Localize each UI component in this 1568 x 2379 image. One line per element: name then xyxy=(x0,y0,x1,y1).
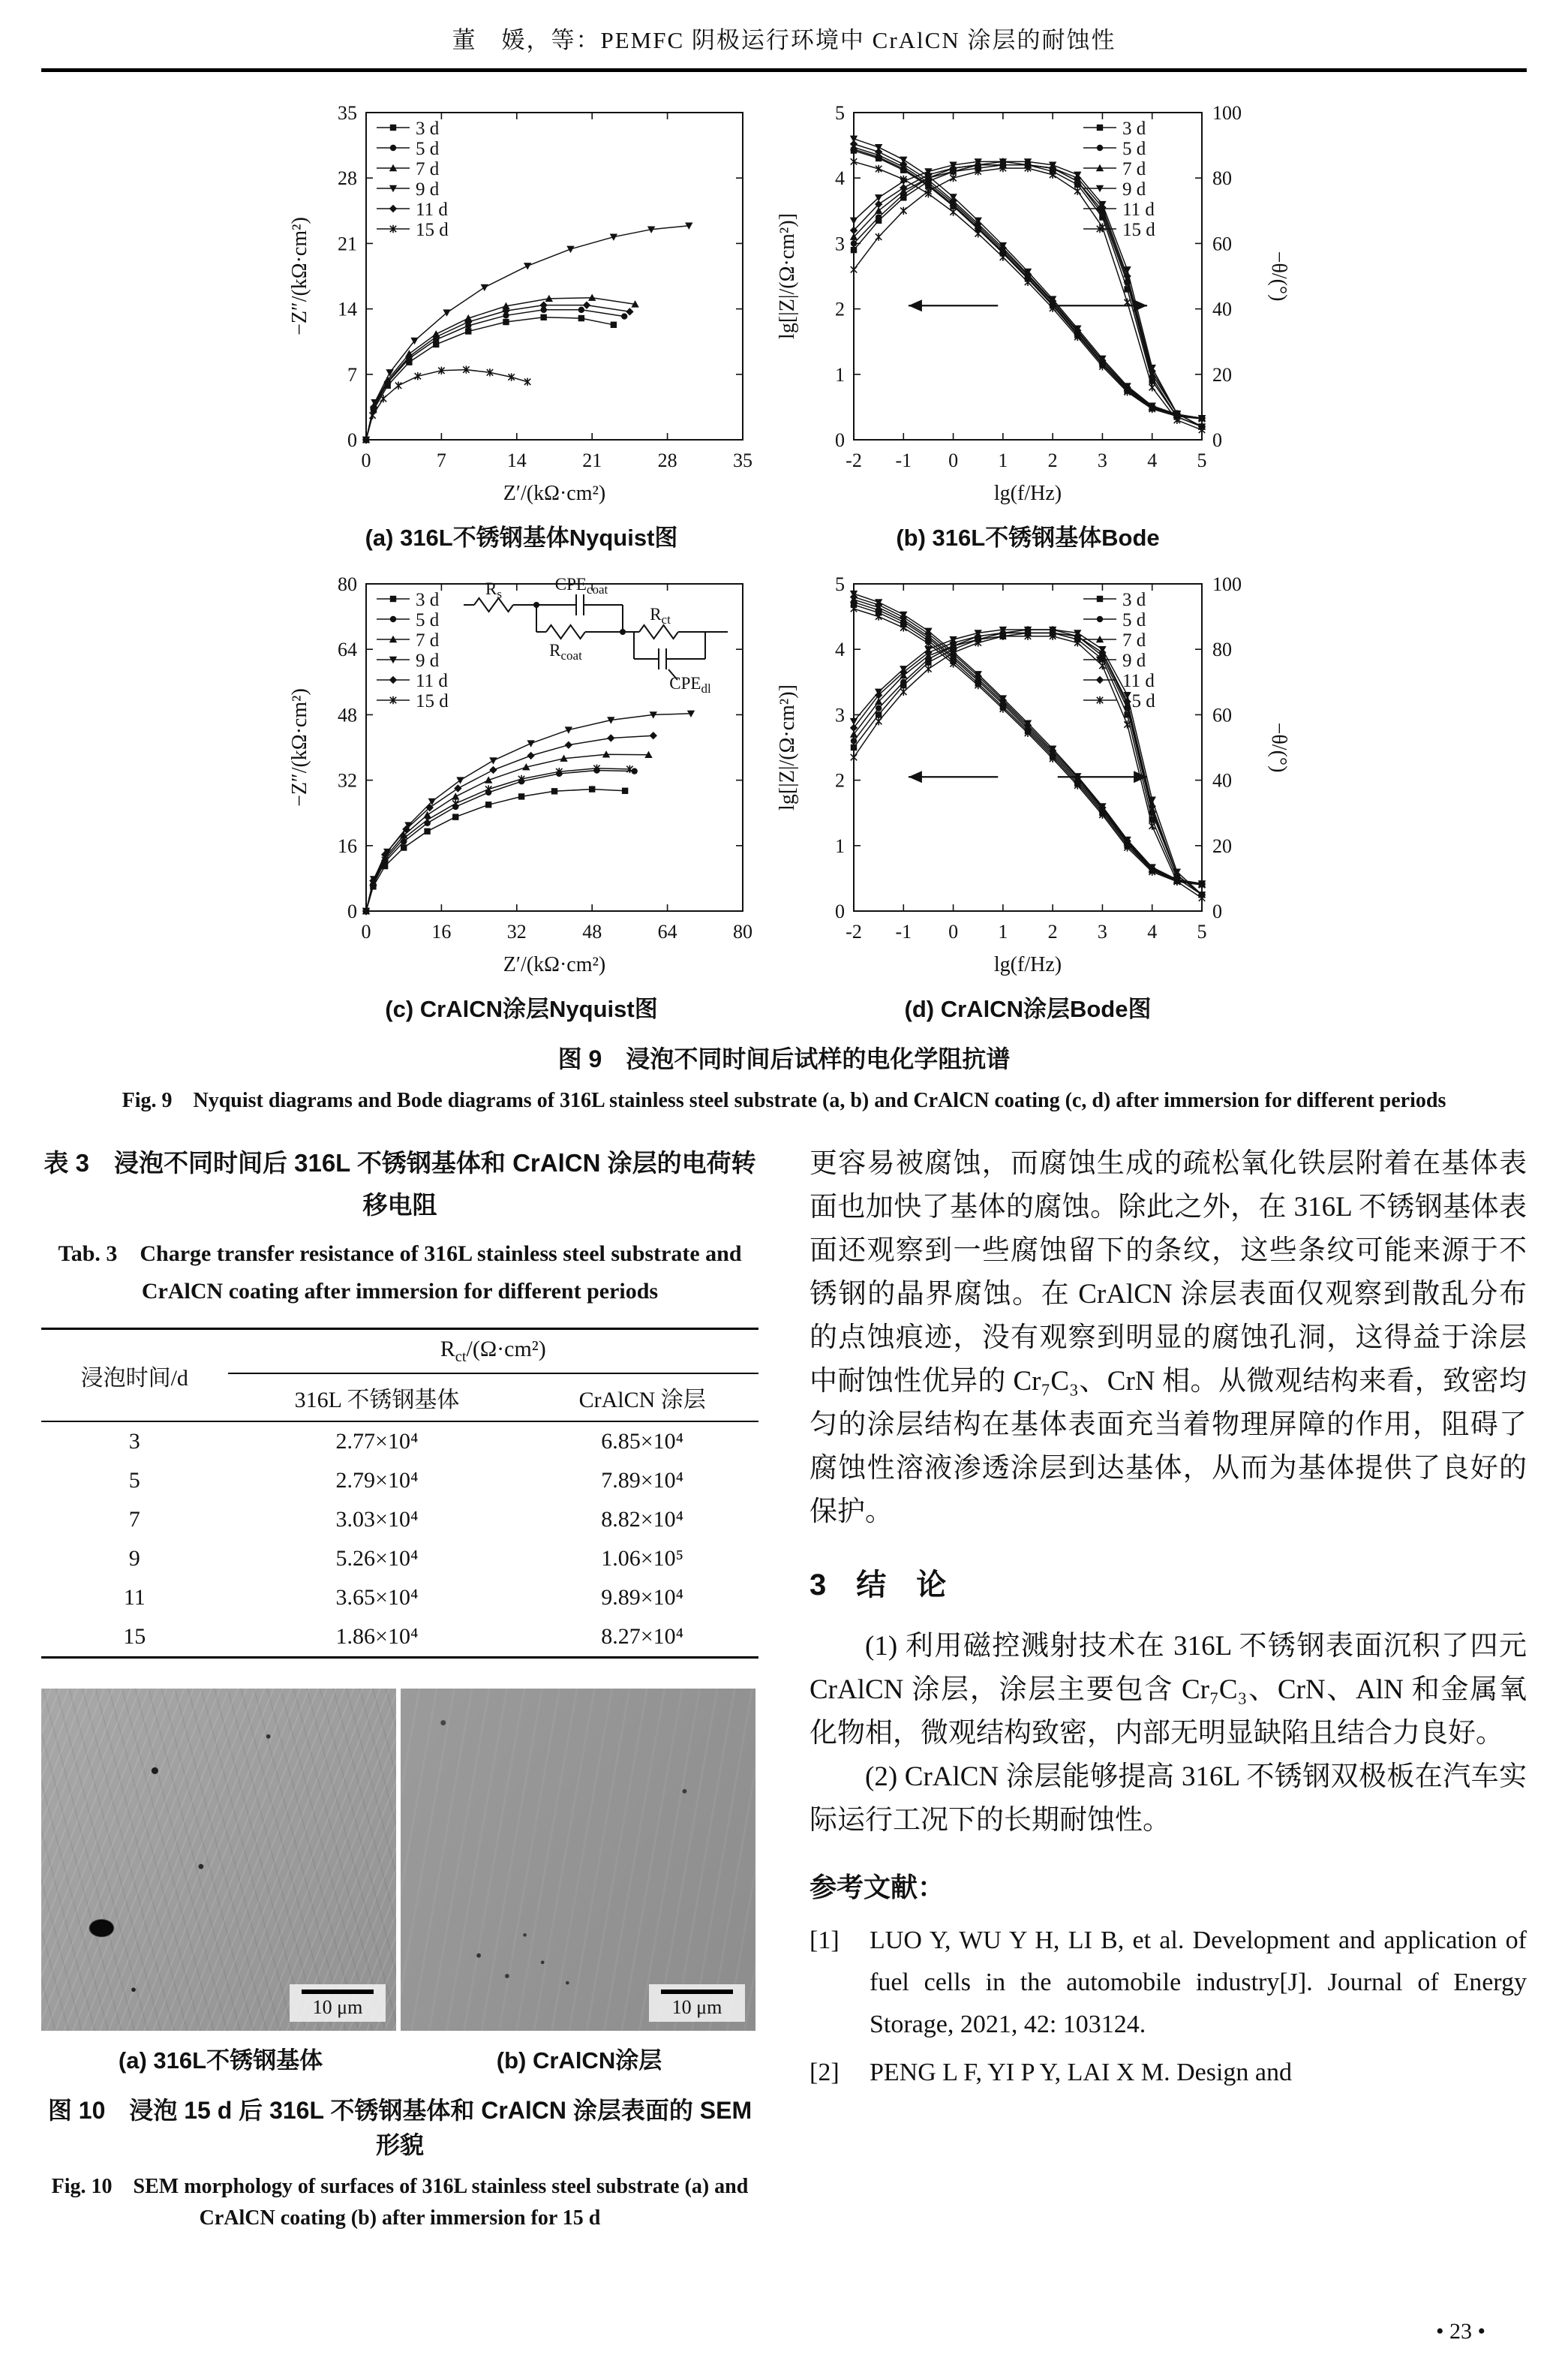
cell-substrate: 2.79×10⁴ xyxy=(335,1468,419,1493)
svg-text:16: 16 xyxy=(338,835,357,857)
svg-text:48: 48 xyxy=(582,921,602,943)
table3 xyxy=(41,1328,758,1659)
svg-text:4: 4 xyxy=(1147,921,1158,943)
cell-time: 15 xyxy=(123,1624,146,1650)
conclusion-item-1: (1) 利用磁控溅射技术在 316L 不锈钢表面沉积了四元 CrAlCN 涂层，涂层主要包含 Cr₇C₃、CrN、AlN 和金属氧化物相，微观结构致密，内部无明显缺陷且结合力良好。 xyxy=(810,1631,1527,1749)
svg-text:Rs: $R_s$ xyxy=(485,579,502,601)
svg-text:2: 2 xyxy=(1047,921,1058,943)
svg-text:0: 0 xyxy=(347,429,357,451)
svg-text:100: 100 xyxy=(1212,102,1242,124)
cell-coating: 1.06×10⁵ xyxy=(601,1546,684,1571)
svg-text:0: 0 xyxy=(948,450,959,471)
reference-item xyxy=(810,2052,1527,2094)
bode-chart-substrate xyxy=(765,95,1290,515)
svg-text:7: 7 xyxy=(436,450,446,471)
svg-text:20: 20 xyxy=(1212,835,1232,857)
svg-text:0: 0 xyxy=(835,429,845,451)
table-row xyxy=(41,1500,758,1539)
svg-text:20: 20 xyxy=(1212,363,1232,386)
cell-coating: 7.89×10⁴ xyxy=(601,1468,684,1493)
svg-text:-2: -2 xyxy=(846,450,862,471)
svg-text:0: 0 xyxy=(1212,901,1222,922)
svg-text:9 d: 9 d xyxy=(416,179,440,200)
svg-text:1: 1 xyxy=(835,363,845,386)
fig9-caption-en: Fig. 9 Nyquist diagrams and Bode diagrams of 316L stainless steel substrate (a, b) and CrAlCN coating (c, d) after immersion for different periods xyxy=(122,1089,1446,1112)
svg-text:1: 1 xyxy=(998,921,1008,943)
reference-item xyxy=(810,1920,1527,2046)
svg-text:Rcoat: $R_{coat}$ xyxy=(549,641,582,663)
svg-text:0: 0 xyxy=(1212,429,1222,451)
svg-text:3: 3 xyxy=(1097,450,1107,471)
rct-units: /(Ω·cm²) xyxy=(466,1337,546,1362)
svg-text:7: 7 xyxy=(347,363,357,386)
cell-time: 11 xyxy=(123,1585,146,1611)
scale-bar xyxy=(649,1984,745,2022)
svg-text:7 d: 7 d xyxy=(1122,630,1146,651)
header-rule xyxy=(41,68,1527,72)
sem-image-coating xyxy=(401,1689,755,2031)
svg-text:0: 0 xyxy=(361,450,371,471)
page-header xyxy=(41,21,1527,72)
cell-substrate: 3.65×10⁴ xyxy=(335,1585,419,1611)
svg-text:28: 28 xyxy=(338,167,357,190)
svg-text:7 d: 7 d xyxy=(416,159,440,179)
svg-text:64: 64 xyxy=(657,921,677,943)
two-column-area xyxy=(41,1142,1527,2234)
svg-text:3: 3 xyxy=(1097,921,1107,943)
svg-text:7 d: 7 d xyxy=(416,630,440,651)
svg-text:5 d: 5 d xyxy=(416,139,440,159)
cell-substrate: 5.26×10⁴ xyxy=(335,1546,419,1571)
section-heading-conclusion: 3 结 论 xyxy=(810,1568,947,1602)
svg-text:11 d: 11 d xyxy=(416,200,448,220)
references-heading: 参考文献： xyxy=(810,1872,945,1902)
svg-text:11 d: 11 d xyxy=(1122,671,1155,691)
scale-bar-label: 10 μm xyxy=(312,1996,363,2019)
svg-text:−θ/(°): −θ/(°) xyxy=(1267,251,1290,302)
page-number: • 23 • xyxy=(1435,2319,1485,2344)
svg-text:3: 3 xyxy=(835,233,845,255)
figure10-images xyxy=(41,1689,758,2031)
svg-text:5: 5 xyxy=(835,573,845,595)
svg-text:5 d: 5 d xyxy=(1122,610,1146,630)
svg-text:lg[|Z|/(Ω·cm²)]: lg[|Z|/(Ω·cm²)] xyxy=(776,213,799,339)
svg-text:Rct: $R_{ct}$ xyxy=(650,605,671,627)
scale-bar-line xyxy=(661,1990,733,1994)
svg-text:-1: -1 xyxy=(895,921,912,943)
chart-cell-b xyxy=(765,95,1290,552)
svg-text:40: 40 xyxy=(1212,769,1232,792)
fig9-caption-cn: 图 9 浸泡不同时间后试样的电化学阻抗谱 xyxy=(557,1045,1011,1072)
sem-panel-captions xyxy=(41,2041,758,2075)
reference-number: [2] xyxy=(810,2059,840,2086)
svg-text:15 d: 15 d xyxy=(1122,691,1155,711)
svg-text:14: 14 xyxy=(338,298,357,320)
figure9-block xyxy=(41,95,1527,1117)
svg-text:−Z″/(kΩ·cm²): −Z″/(kΩ·cm²) xyxy=(288,217,311,335)
svg-text:lg(f/Hz): lg(f/Hz) xyxy=(993,482,1062,505)
cell-time: 7 xyxy=(128,1507,140,1532)
svg-text:−Z″/(kΩ·cm²): −Z″/(kΩ·cm²) xyxy=(288,688,311,807)
svg-text:35: 35 xyxy=(338,102,357,124)
col-header-substrate: 316L 不锈钢基体 xyxy=(294,1388,460,1413)
cell-coating: 6.85×10⁴ xyxy=(601,1429,684,1454)
svg-text:3 d: 3 d xyxy=(416,590,440,610)
rct-symbol: R xyxy=(440,1337,455,1362)
svg-text:4: 4 xyxy=(835,639,845,661)
chart-cell-d xyxy=(765,566,1290,1024)
svg-text:28: 28 xyxy=(657,450,677,471)
svg-text:1: 1 xyxy=(835,835,845,857)
svg-text:32: 32 xyxy=(506,921,527,943)
svg-text:Z′/(kΩ·cm²): Z′/(kΩ·cm²) xyxy=(503,482,606,505)
scale-bar xyxy=(290,1984,386,2022)
svg-text:lg(f/Hz): lg(f/Hz) xyxy=(993,953,1062,976)
chart-a-caption: (a) 316L不锈钢基体Nyquist图 xyxy=(365,525,678,551)
svg-text:80: 80 xyxy=(1212,639,1232,661)
svg-text:16: 16 xyxy=(431,921,452,943)
svg-text:40: 40 xyxy=(1212,298,1232,320)
cell-substrate: 3.03×10⁴ xyxy=(335,1507,419,1532)
right-column xyxy=(810,1142,1527,2234)
col-header-rct xyxy=(228,1329,758,1374)
svg-text:5 d: 5 d xyxy=(1122,139,1146,159)
table-row xyxy=(41,1578,758,1617)
table-row xyxy=(41,1617,758,1658)
svg-text:5: 5 xyxy=(835,102,845,124)
chart-cell-c xyxy=(278,566,765,1024)
cell-substrate: 1.86×10⁴ xyxy=(335,1624,419,1650)
reference-number: [1] xyxy=(810,1926,840,1954)
reference-text: PENG L F, YI P Y, LAI X M. Design and xyxy=(870,2059,1292,2086)
svg-text:0: 0 xyxy=(835,901,845,922)
conclusion-item-2: (2) CrAlCN 涂层能够提高 316L 不锈钢双极板在汽车实际运行工况下的长期耐蚀性。 xyxy=(810,1761,1527,1836)
svg-text:-2: -2 xyxy=(846,921,862,943)
chart-d-caption: (d) CrAlCN涂层Bode图 xyxy=(904,996,1152,1022)
table-row xyxy=(41,1461,758,1500)
chart-c-caption: (c) CrAlCN涂层Nyquist图 xyxy=(385,996,658,1022)
table3-title-cn: 表 3 浸泡不同时间后 316L 不锈钢基体和 CrAlCN 涂层的电荷转移电阻 xyxy=(44,1149,756,1220)
svg-text:15 d: 15 d xyxy=(1122,220,1155,240)
svg-text:4: 4 xyxy=(1147,450,1158,471)
svg-text:35: 35 xyxy=(733,450,752,471)
chart-b-caption: (b) 316L不锈钢基体Bode xyxy=(896,525,1160,551)
svg-text:15 d: 15 d xyxy=(416,220,449,240)
svg-text:CPEdl: $CPE_{dl}$ xyxy=(669,674,711,696)
svg-text:3: 3 xyxy=(835,704,845,726)
svg-text:80: 80 xyxy=(338,573,357,595)
svg-text:48: 48 xyxy=(338,704,357,726)
svg-text:32: 32 xyxy=(338,769,357,792)
svg-text:3 d: 3 d xyxy=(1122,590,1146,610)
svg-text:14: 14 xyxy=(506,450,527,471)
svg-text:0: 0 xyxy=(347,901,357,922)
table-row xyxy=(41,1421,758,1461)
cell-time: 5 xyxy=(128,1468,140,1493)
svg-text:100: 100 xyxy=(1212,573,1242,595)
svg-text:21: 21 xyxy=(582,450,602,471)
svg-text:4: 4 xyxy=(835,167,845,190)
rct-subscript: ct xyxy=(455,1349,467,1366)
svg-text:5: 5 xyxy=(1197,450,1207,471)
svg-text:Z′/(kΩ·cm²): Z′/(kΩ·cm²) xyxy=(503,953,606,976)
svg-text:60: 60 xyxy=(1212,233,1232,255)
svg-text:5 d: 5 d xyxy=(416,610,440,630)
svg-text:11 d: 11 d xyxy=(416,671,448,691)
svg-text:80: 80 xyxy=(733,921,752,943)
svg-text:9 d: 9 d xyxy=(416,651,440,671)
cell-time: 3 xyxy=(128,1429,140,1454)
svg-text:11 d: 11 d xyxy=(1122,200,1155,220)
cell-coating: 8.27×10⁴ xyxy=(601,1624,684,1650)
svg-text:2: 2 xyxy=(1047,450,1058,471)
left-column xyxy=(41,1142,758,2234)
scale-bar-line xyxy=(302,1990,374,1994)
svg-text:3 d: 3 d xyxy=(1122,119,1146,139)
svg-text:9 d: 9 d xyxy=(1122,179,1146,200)
svg-text:-1: -1 xyxy=(895,450,912,471)
cell-substrate: 2.77×10⁴ xyxy=(335,1429,419,1454)
scale-bar-label: 10 μm xyxy=(671,1996,722,2019)
svg-text:−θ/(°): −θ/(°) xyxy=(1267,722,1290,773)
svg-text:15 d: 15 d xyxy=(416,691,449,711)
bode-chart-coating xyxy=(765,566,1290,986)
chart-grid xyxy=(41,95,1527,1024)
fig10-caption-cn: 图 10 浸泡 15 d 后 316L 不锈钢基体和 CrAlCN 涂层表面的 SEM 形貌 xyxy=(47,2097,752,2159)
col-header-coating: CrAlCN 涂层 xyxy=(578,1388,706,1413)
svg-text:lg[|Z|/(Ω·cm²)]: lg[|Z|/(Ω·cm²)] xyxy=(776,684,799,811)
sem-caption-a: (a) 316L不锈钢基体 xyxy=(118,2047,323,2074)
svg-text:0: 0 xyxy=(361,921,371,943)
sem-image-substrate xyxy=(41,1689,396,2031)
cell-time: 9 xyxy=(128,1546,140,1571)
svg-text:2: 2 xyxy=(835,298,845,320)
nyquist-chart-substrate xyxy=(278,95,765,515)
svg-text:7 d: 7 d xyxy=(1122,159,1146,179)
svg-text:60: 60 xyxy=(1212,704,1232,726)
cell-coating: 9.89×10⁴ xyxy=(601,1585,684,1611)
reference-text: LUO Y, WU Y H, LI B, et al. Development and application of fuel cells in the automobile industry[J]. Journal of Energy Storage, 2021, 42: 103124. xyxy=(870,1926,1527,2038)
fig10-caption-en: Fig. 10 SEM morphology of surfaces of 316L stainless steel substrate (a) and CrAlCN coating (b) after immersion for 15 d xyxy=(51,2175,749,2230)
svg-text:64: 64 xyxy=(338,639,357,661)
svg-text:21: 21 xyxy=(338,233,357,255)
col-header-time: 浸泡时间/d xyxy=(80,1365,188,1391)
chart-cell-a xyxy=(278,95,765,552)
nyquist-chart-coating xyxy=(278,566,765,986)
svg-text:CPEcoat: $CPE_{coat}$ xyxy=(554,575,608,597)
svg-text:80: 80 xyxy=(1212,167,1232,190)
svg-text:2: 2 xyxy=(835,769,845,792)
svg-text:0: 0 xyxy=(948,921,959,943)
cell-coating: 8.82×10⁴ xyxy=(601,1507,684,1532)
svg-text:5: 5 xyxy=(1197,921,1207,943)
table-row xyxy=(41,1539,758,1578)
body-paragraph: 更容易被腐蚀，而腐蚀生成的疏松氧化铁层附着在基体表面也加快了基体的腐蚀。除此之外，在 316L 不锈钢基体表面还观察到一些腐蚀留下的条纹，这些条纹可能来源于不锈钢的晶界腐蚀。在 CrAlCN 涂层表面仅观察到散乱分布的点蚀痕迹，没有观察到明显的腐蚀孔洞，这得益于涂层中耐蚀性优异的 Cr₇C₃、CrN 相。从微观结构来看，致密均匀的涂层结构在基体表面充当着物理屏障的作用，阻碍了腐蚀性溶液渗透涂层到达基体，从而为基体提供了良好的保护。 xyxy=(810,1148,1527,1527)
table3-title-en: Tab. 3 Charge transfer resistance of 316L stainless steel substrate and CrAlCN coating after immersion for different periods xyxy=(58,1241,742,1304)
running-head: 董 媛，等：PEMFC 阴极运行环境中 CrAlCN 涂层的耐蚀性 xyxy=(452,27,1116,53)
svg-text:1: 1 xyxy=(998,450,1008,471)
svg-text:9 d: 9 d xyxy=(1122,651,1146,671)
sem-caption-b: (b) CrAlCN涂层 xyxy=(496,2047,662,2074)
svg-text:3 d: 3 d xyxy=(416,119,440,139)
